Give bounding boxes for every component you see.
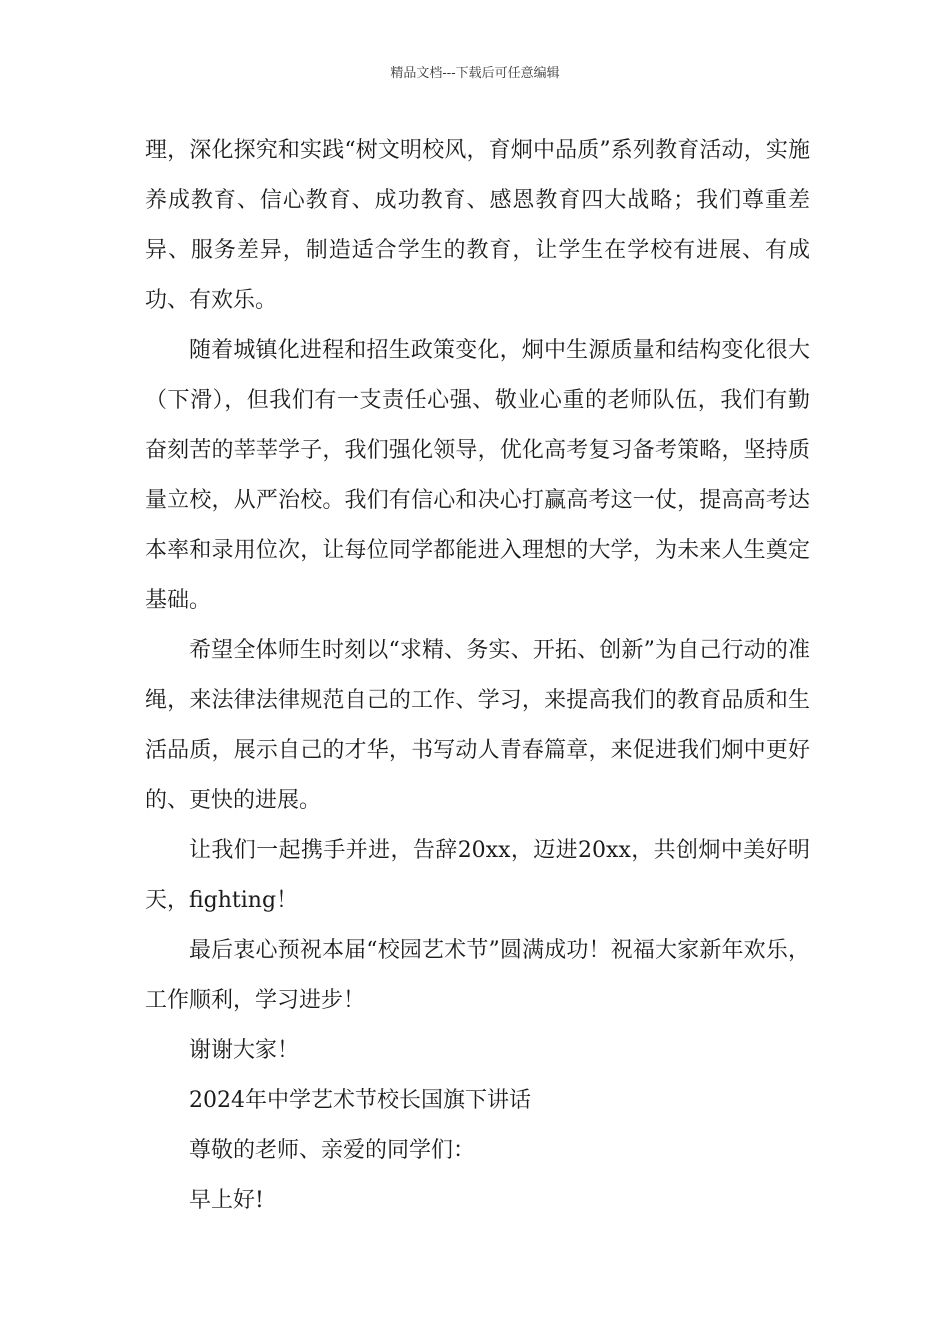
- paragraph-4: 让我们一起携手并进，告辞20xx，迈进20xx，共创炯中美好明天，fighting！: [145, 838, 810, 913]
- paragraph-3: 希望全体师生时刻以“求精、务实、开拓、创新”为自己行动的准绳，来法律法律规范自己的工作、学习，来提高我们的教育品质和生活品质，展示自己的才华，书写动人青春篇章，来促进我们炯中更好的、更快的进展。: [145, 638, 810, 813]
- paragraph-thanks: 谢谢大家！: [189, 1038, 300, 1063]
- document-body: [145, 126, 810, 1226]
- paragraph-5: 最后衷心预祝本届“校园艺术节”圆满成功！祝福大家新年欢乐，工作顺利，学习进步！: [145, 938, 810, 1013]
- paragraph-2: 随着城镇化进程和招生政策变化，炯中生源质量和结构变化很大（下滑），但我们有一支责任心强、敬业心重的老师队伍，我们有勤奋刻苦的莘莘学子，我们强化领导，优化高考复习备考策略，坚持质量立校，从严治校。我们有信心和决心打赢高考这一仗，提高高考达本率和录用位次，让每位同学都能进入理想的大学，为未来人生奠定基础。: [145, 338, 810, 613]
- speech-title: 2024年中学艺术节校长国旗下讲话: [189, 1088, 531, 1113]
- paragraph-1: 理，深化探究和实践“树文明校风，育炯中品质”系列教育活动，实施养成教育、信心教育、成功教育、感恩教育四大战略；我们尊重差异、服务差异，制造适合学生的教育，让学生在学校有进展、有成功、有欢乐。: [145, 138, 810, 313]
- salutation: 尊敬的老师、亲爱的同学们：: [189, 1138, 476, 1163]
- page-header: 精品文档---下载后可任意编辑: [390, 66, 560, 81]
- greeting: 早上好!: [189, 1188, 264, 1213]
